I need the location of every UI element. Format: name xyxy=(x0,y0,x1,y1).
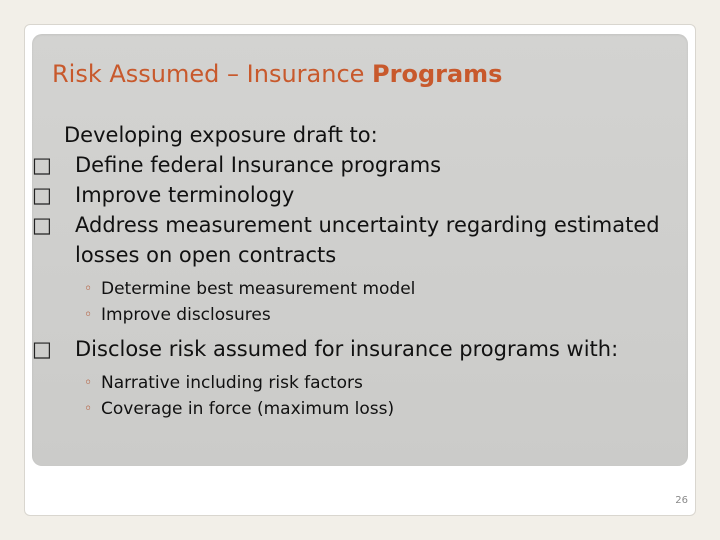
bullet-text: Define federal Insurance programs xyxy=(75,153,442,177)
slide-title-bold: Programs xyxy=(372,60,503,88)
checkbox-bullet-icon: □ xyxy=(32,153,52,177)
bullet-text: Disclose risk assumed for insurance programs with: xyxy=(75,337,619,361)
circle-bullet-icon: ◦ xyxy=(84,307,93,323)
checkbox-bullet-icon: □ xyxy=(32,213,52,237)
sub-bullet-item xyxy=(32,396,672,422)
sub-bullet-text: Coverage in force (maximum loss) xyxy=(101,399,395,419)
slide-body xyxy=(32,120,672,422)
slide-title-regular: Risk Assumed – Insurance xyxy=(52,60,373,88)
sub-bullet-item xyxy=(32,370,672,396)
circle-bullet-icon: ◦ xyxy=(84,401,93,417)
bullet-text: Improve terminology xyxy=(75,183,295,207)
circle-bullet-icon: ◦ xyxy=(84,281,93,297)
page-number: 26 xyxy=(675,495,688,506)
sub-bullet-item xyxy=(32,302,672,328)
bullet-item xyxy=(32,334,672,364)
sub-bullet-item xyxy=(32,276,672,302)
sub-bullet-text: Improve disclosures xyxy=(101,305,271,325)
sub-bullet-text: Narrative including risk factors xyxy=(101,373,363,393)
bullet-text: Address measurement uncertainty regarding estimated losses on open contracts xyxy=(75,213,660,267)
checkbox-bullet-icon: □ xyxy=(32,337,52,361)
checkbox-bullet-icon: □ xyxy=(32,183,52,207)
bullet-item xyxy=(32,180,672,210)
slide-title xyxy=(52,60,502,88)
sub-bullet-text: Determine best measurement model xyxy=(101,279,416,299)
circle-bullet-icon: ◦ xyxy=(84,375,93,391)
lead-text: Developing exposure draft to: xyxy=(64,123,378,147)
bullet-item xyxy=(32,210,672,270)
bullet-item xyxy=(32,150,672,180)
